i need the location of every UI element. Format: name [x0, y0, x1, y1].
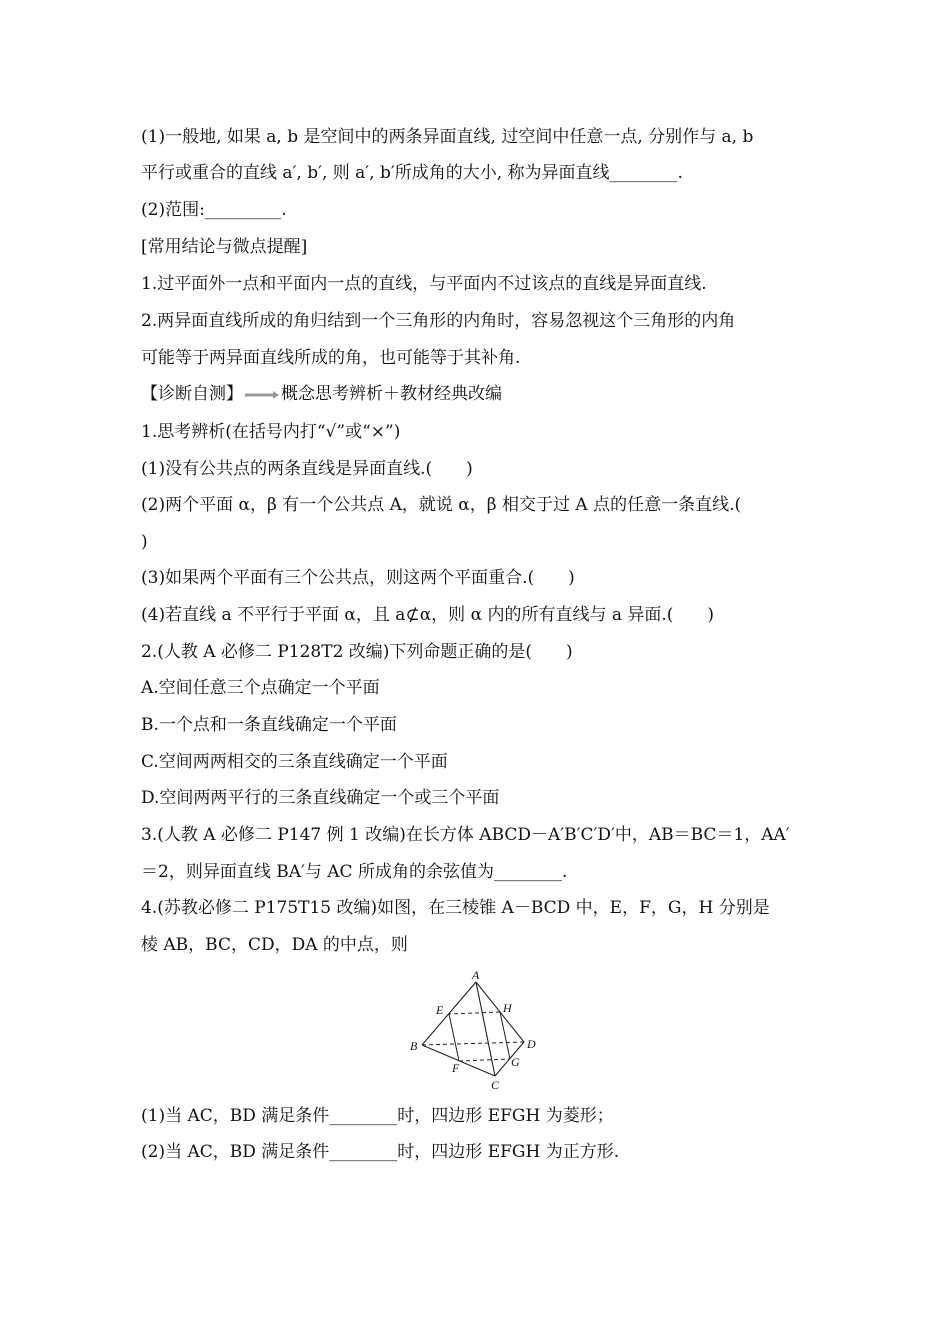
option-b: B.一个点和一条直线确定一个平面: [141, 715, 397, 735]
section-heading: [常用结论与微点提醒]: [141, 237, 308, 257]
text-line: 3.(人教 A 必修二 P147 例 1 改编)在长方体 ABCD－A′B′C′D′中，AB＝BC＝1，AA′: [141, 825, 790, 845]
label-d: D: [527, 1037, 536, 1051]
option-a: A.空间任意三个点确定一个平面: [141, 678, 380, 698]
text-line: (1)没有公共点的两条直线是异面直线.( ): [141, 459, 473, 479]
option-c: C.空间两两相交的三条直线确定一个平面: [141, 752, 448, 772]
text-line: 2.两异面直线所成的角归结到一个三角形的内角时，容易忽视这个三角形的内角: [141, 311, 736, 331]
text-line: 棱 AB，BC，CD，DA 的中点，则: [141, 935, 408, 955]
text-line: (2)两个平面 α，β 有一个公共点 A，就说 α，β 相交于过 A 点的任意一条直线.(: [141, 495, 742, 515]
text-line: 4.(苏教必修二 P175T15 改编)如图，在三棱锥 A－BCD 中，E，F，G，H 分别是: [141, 898, 770, 918]
text-line: (1)当 AC，BD 满足条件________时，四边形 EFGH 为菱形；: [141, 1106, 614, 1126]
arrow-icon: [245, 390, 279, 400]
text-line: (4)若直线 a 不平行于平面 α，且 a⊄α，则 α 内的所有直线与 a 异面.( ): [141, 605, 715, 625]
text-line: ): [141, 532, 148, 552]
diagnosis-title: 【诊断自测】: [141, 384, 243, 404]
label-f: F: [452, 1061, 460, 1075]
text-line: (2)范围:_________.: [141, 200, 287, 220]
text-line: (3)如果两个平面有三个公共点，则这两个平面重合.( ): [141, 568, 575, 588]
diagnosis-heading: [141, 382, 821, 406]
label-c: C: [491, 1078, 500, 1092]
text-line: 1.过平面外一点和平面内一点的直线，与平面内不过该点的直线是异面直线.: [141, 274, 707, 294]
text-line: 平行或重合的直线 a′, b′, 则 a′, b′所成角的大小, 称为异面直线________.: [141, 163, 683, 183]
text-line: (1)一般地, 如果 a, b 是空间中的两条异面直线, 过空间中任意一点, 分别作与 a, b: [141, 127, 754, 147]
diagnosis-subtitle: 概念思考辨析＋教材经典改编: [281, 384, 502, 404]
text-line: 可能等于两异面直线所成的角，也可能等于其补角.: [141, 348, 521, 368]
label-e: E: [436, 1003, 444, 1017]
text-line: (2)当 AC，BD 满足条件________时，四边形 EFGH 为正方形.: [141, 1142, 620, 1162]
label-g: G: [511, 1055, 520, 1069]
label-a: A: [472, 968, 480, 982]
tetrahedron-figure: [408, 968, 548, 1090]
text-line: ＝2，则异面直线 BA′与 AC 所成角的余弦值为________.: [141, 862, 568, 882]
option-d: D.空间两两平行的三条直线确定一个或三个平面: [141, 788, 500, 808]
text-line: 2.(人教 A 必修二 P128T2 改编)下列命题正确的是( ): [141, 642, 573, 662]
text-line: 1.思考辨析(在括号内打“√”或“×”): [141, 422, 401, 442]
label-h: H: [503, 1001, 512, 1015]
label-b: B: [410, 1039, 418, 1053]
